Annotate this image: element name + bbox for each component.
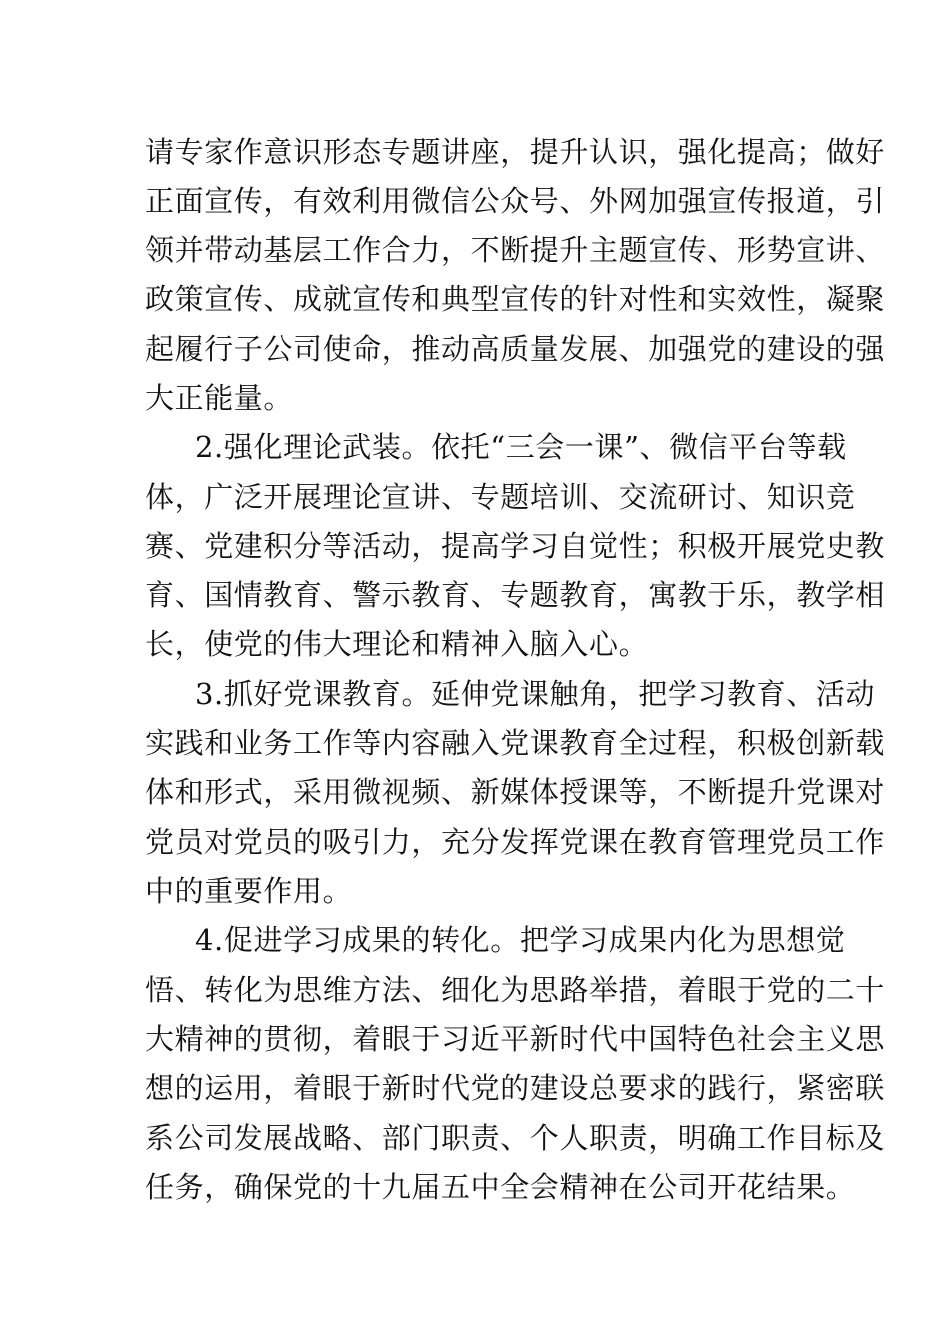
text-line: 任务，确保党的十九届五中全会精神在公司开花结果。 (145, 1170, 856, 1204)
text-line: 体和形式，采用微视频、新媒体授课等，不断提升党课对 (145, 775, 886, 809)
text-line: 正面宣传，有效利用微信公众号、外网加强宣传报道，引 (145, 184, 886, 218)
text-line: 悟、转化为思维方法、细化为思路举措，着眼于党的二十 (145, 973, 886, 1007)
text-line: 系公司发展战略、部门职责、个人职责，明确工作目标及 (145, 1121, 886, 1155)
text-line: 想的运用，着眼于新时代党的建设总要求的践行，紧密联 (145, 1071, 886, 1105)
text-line: 党员对党员的吸引力，充分发挥党课在教育管理党员工作 (145, 825, 886, 859)
text-line: 育、国情教育、警示教育、专题教育，寓教于乐，教学相 (145, 578, 886, 612)
paragraph-heading-line: 3.抓好党课教育。延伸党课触角，把学习教育、活动 (195, 677, 876, 711)
paragraph-heading-line: 4.促进学习成果的转化。把学习成果内化为思想觉 (195, 923, 846, 957)
text-line: 实践和业务工作等内容融入党课教育全过程，积极创新载 (145, 726, 886, 760)
text-line: 大精神的贯彻，着眼于习近平新时代中国特色社会主义思 (145, 1022, 886, 1056)
text-line: 赛、党建积分等活动，提高学习自觉性；积极开展党史教 (145, 529, 886, 563)
text-line: 起履行子公司使命，推动高质量发展、加强党的建设的强 (145, 332, 886, 366)
text-line: 中的重要作用。 (145, 874, 353, 908)
text-line: 请专家作意识形态专题讲座，提升认识，强化提高；做好 (145, 135, 886, 169)
text-line: 大正能量。 (145, 381, 294, 415)
text-line: 体，广泛开展理论宣讲、专题培训、交流研讨、知识竞 (145, 480, 856, 514)
text-line: 政策宣传、成就宣传和典型宣传的针对性和实效性，凝聚 (145, 282, 886, 316)
text-line: 长，使党的伟大理论和精神入脑入心。 (145, 627, 649, 661)
paragraph-heading-line: 2.强化理论武装。依托“三会一课”、微信平台等载 (195, 430, 847, 464)
text-line: 领并带动基层工作合力，不断提升主题宣传、形势宣讲、 (145, 233, 886, 267)
